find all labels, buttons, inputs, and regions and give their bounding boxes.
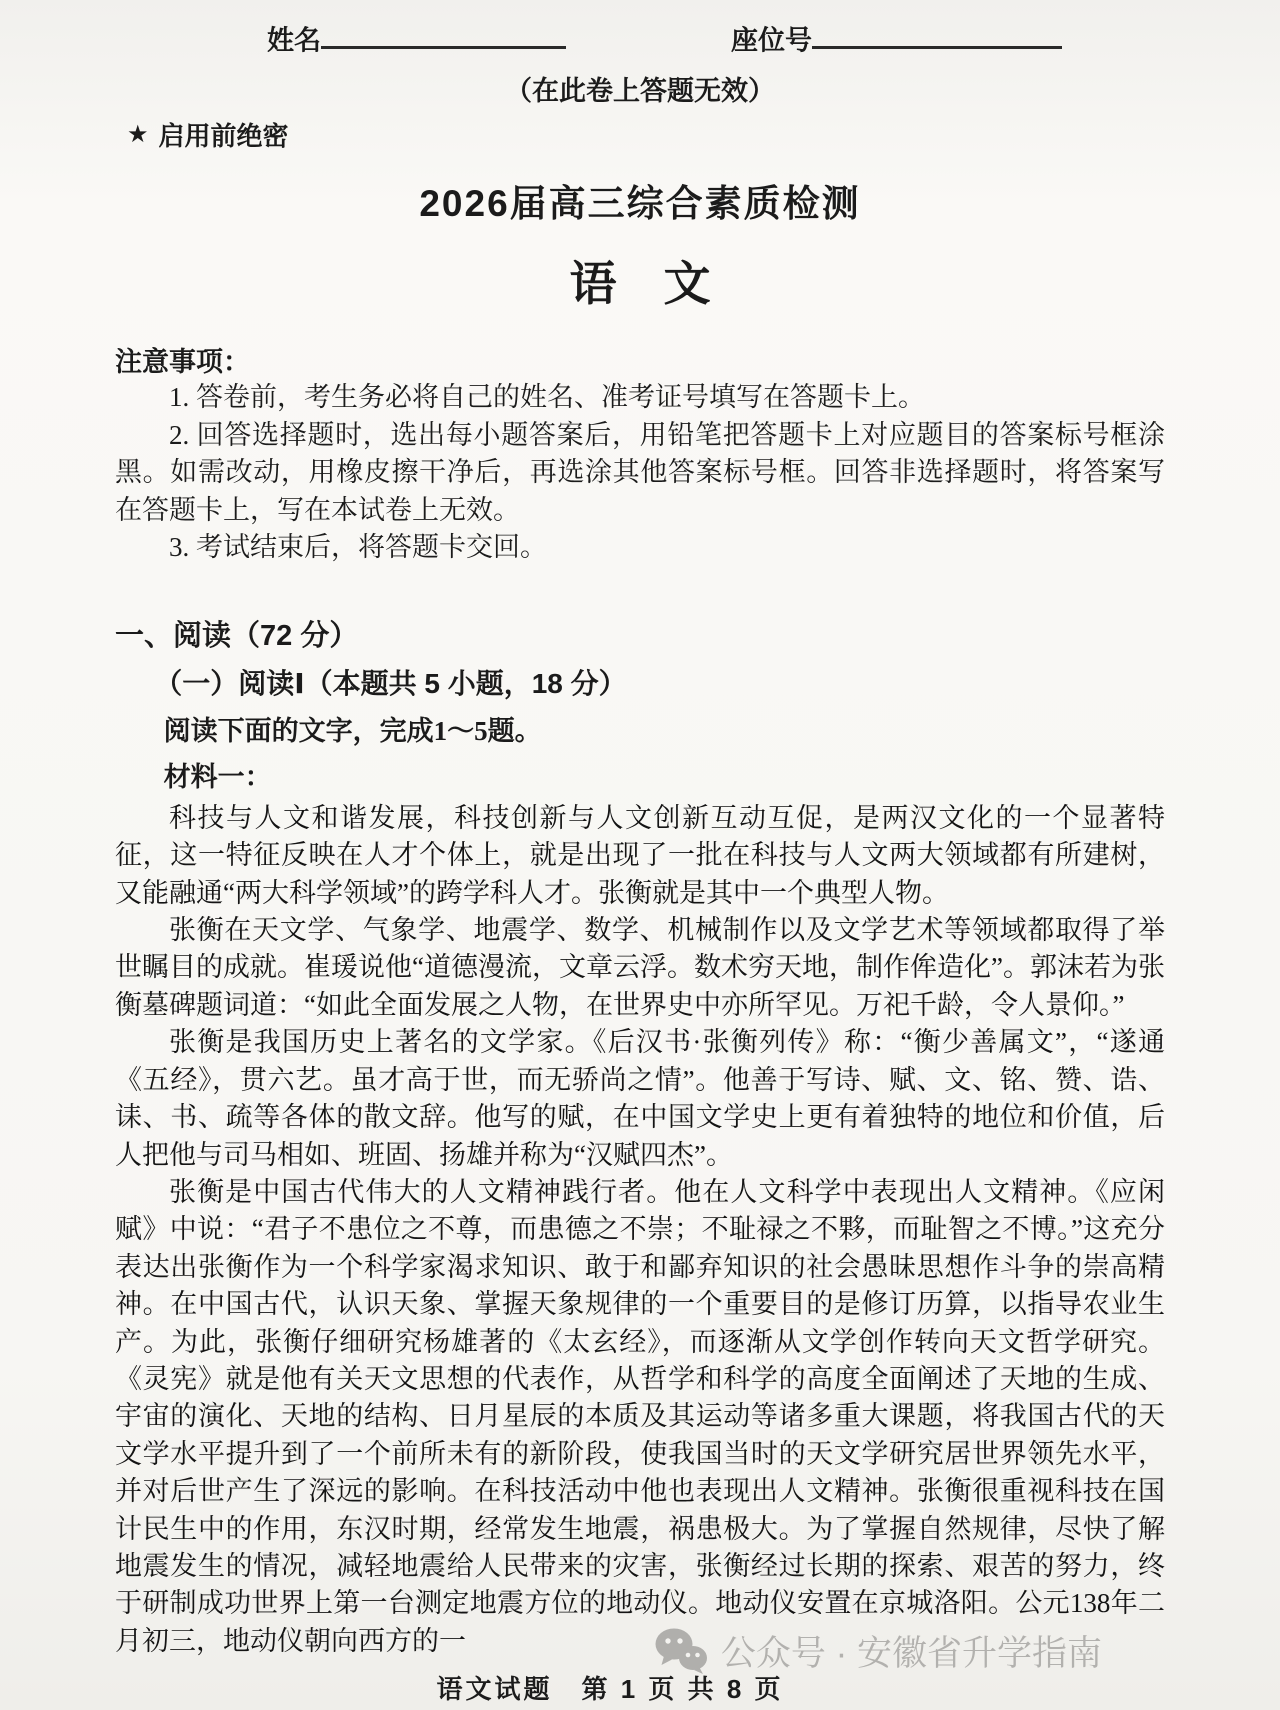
seat-label: 座位号 bbox=[731, 25, 812, 56]
seat-blank-line bbox=[812, 18, 1062, 49]
notice-item-3: 3. 考试结束后，将答题卡交回。 bbox=[169, 532, 547, 563]
wechat-icon bbox=[653, 1627, 709, 1675]
header-fields bbox=[115, 18, 1165, 57]
exam-title: 2026届高三综合素质检测 bbox=[419, 183, 861, 225]
notice-heading: 注意事项： bbox=[115, 347, 250, 378]
seat-number-field bbox=[731, 18, 1062, 57]
notice-item-2: 2. 回答选择题时，选出每小题答案后，用铅笔把答题卡上对应题目的答案标号框涂黑。如需改动，用橡皮擦干净后，再选涂其他答案标号框。回答非选择题时，将答案写在答题卡上，写在本试卷上无效。 bbox=[115, 419, 1165, 525]
reading-section bbox=[115, 613, 1165, 1660]
subject-title: 语 文 bbox=[569, 257, 711, 311]
star-icon: ★ bbox=[127, 121, 149, 149]
answer-invalid-note: （在此卷上答题无效） bbox=[505, 76, 775, 107]
notice-section bbox=[115, 340, 1165, 567]
material-paragraph-4: 张衡是中国古代伟大的人文精神践行者。他在人文科学中表现出人文精神。《应闲赋》中说：“君子不患位之不尊，而患德之不崇；不耻禄之不夥，而耻智之不博。”这充分表达出张衡作为一个科学家渴求知识、敢于和鄙弃知识的社会愚昧思想作斗争的崇高精神。在中国古代，认识天象、掌握天象规律的一个重要目的是修订历算，以指导农业生产。为此，张衡仔细研究杨雄著的《太玄经》，而逐渐从文学创作转向天文哲学研究。《灵宪》就是他有关天文思想的代表作，从哲学和科学的高度全面阐述了天地的生成、宇宙的演化、天地的结构、日月星辰的本质及其运动等诸多重大课题，将我国古代的天文学水平提升到了一个前所未有的新阶段，使我国当时的天文学研究居世界领先水平，并对后世产生了深远的影响。在科技活动中他也表现出人文精神。张衡很重视科技在国计民生中的作用，东汉时期，经常发生地震，祸患极大。为了掌握自然规律，尽快了解地震发生的情况，减轻地震给人民带来的灾害，张衡经过长期的探索、艰苦的努力，终于研制成功世界上第一台测定地震方位的地动仪。地动仪安置在京城洛阳。公元138年二月初三，地动仪朝向西方的一 bbox=[115, 1176, 1165, 1656]
part-one-title: 一、阅读（72 分） bbox=[115, 619, 359, 652]
name-label: 姓名 bbox=[267, 25, 321, 56]
watermark-text: 公众号 · 安徽省升学指南 bbox=[720, 1634, 1102, 1673]
reading-instruction: 阅读下面的文字，完成1～5题。 bbox=[163, 715, 542, 746]
material-paragraph-2: 张衡在天文学、气象学、地震学、数学、机械制作以及文学艺术等领域都取得了举世瞩目的成就。崔瑗说他“道德漫流，文章云浮。数术穷天地，制作侔造化”。郭沫若为张衡墓碑题词道：“如此全面发展之人物，在世界史中亦所罕见。万祀千龄，令人景仰。” bbox=[115, 915, 1165, 1020]
material-one-text bbox=[115, 800, 1165, 1660]
page-footer: 语文试题 第 1 页 共 8 页 bbox=[436, 1674, 784, 1704]
secrecy-label: 启用前绝密 bbox=[158, 121, 289, 152]
notice-item-1: 1. 答卷前，考生务必将自己的姓名、准考证号填写在答题卡上。 bbox=[169, 382, 925, 413]
name-field bbox=[267, 18, 566, 57]
name-blank-line bbox=[321, 18, 566, 49]
material-paragraph-1: 科技与人文和谐发展，科技创新与人文创新互动互促，是两汉文化的一个显著特征，这一特征反映在人才个体上，就是出现了一批在科技与人文两大领域都有所建树，又能融通“两大科学领域”的跨学科人才。张衡就是其中一个典型人物。 bbox=[115, 802, 1165, 908]
reading-one-subtitle: （一）阅读Ⅰ（本题共 5 小题，18 分） bbox=[154, 667, 627, 699]
material-one-label: 材料一： bbox=[163, 761, 272, 792]
secrecy-notice bbox=[127, 116, 1165, 153]
material-paragraph-3: 张衡是我国历史上著名的文学家。《后汉书·张衡列传》称：“衡少善属文”，“遂通《五经》，贯六艺。虽才高于世，而无骄尚之情”。他善于写诗、赋、文、铭、赞、诰、诔、书、疏等各体的散文辞。他写的赋，在中国文学史上更有着独特的地位和价值，后人把他与司马相如、班固、扬雄并称为“汉赋四杰”。 bbox=[115, 1027, 1165, 1170]
